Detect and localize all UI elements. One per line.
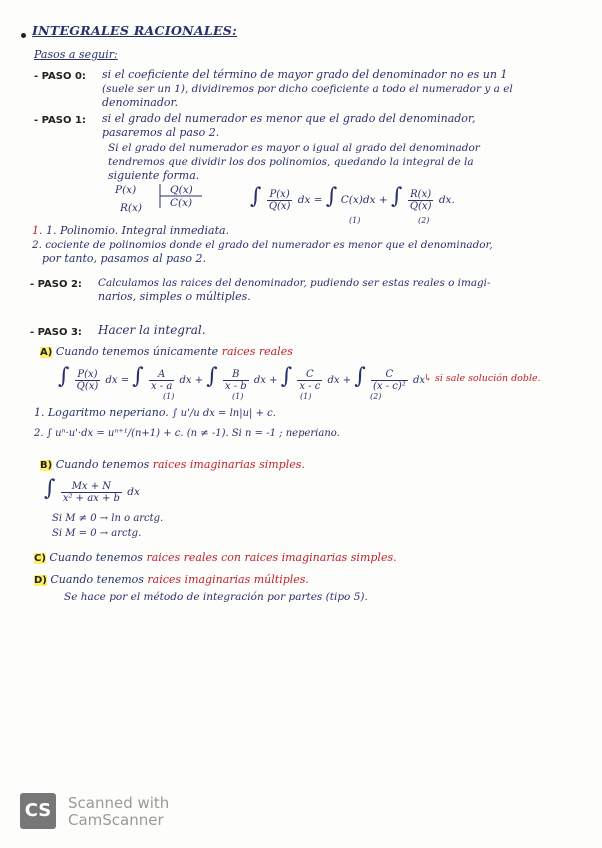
paso0-line3: denominador.: [102, 96, 179, 109]
paso2-line2: narios, simples o múltiples.: [98, 290, 251, 303]
case-c-text: Cuando tenemos: [49, 551, 143, 564]
case-b-label: B): [40, 460, 53, 471]
case-b-s1: Si M ≠ 0 → ln o arctg.: [52, 513, 164, 524]
case-b-red: raices imaginarias simples.: [152, 458, 305, 471]
division-bracket: [150, 182, 210, 212]
paso1-note1: 1. 1. Polinomio. Integral inmediata.: [32, 224, 230, 237]
case-c-label: C): [34, 553, 46, 564]
paso0-label: - PASO 0:: [34, 71, 86, 82]
case-a-text: Cuando tenemos únicamente: [55, 345, 219, 358]
division-qx: Q(x): [170, 184, 193, 196]
case-a-red: raices reales: [221, 345, 293, 358]
case-d: [34, 573, 309, 588]
case-a: [40, 345, 293, 360]
title-bullet: [21, 33, 26, 38]
case-c-red: raices reales con raices imaginarias simples.: [146, 551, 397, 564]
integral-sign: ∫: [250, 184, 262, 209]
paso1-line3: Si el grado del numerador es mayor o igual al grado del denominador: [108, 142, 480, 154]
integral-sign: ∫: [325, 184, 338, 209]
case-b-equation: ∫ $\frac{Mx + N}{\text{x² + ax + b}}$ dx: [44, 476, 140, 504]
paso1-note2a: 2. cociente de polinomios donde el grado del numerador es menor que el denominador,: [32, 239, 493, 251]
case-a-m3: (1): [300, 392, 312, 401]
case-b-text: Cuando tenemos: [55, 458, 150, 471]
case-d-label: D): [34, 575, 47, 586]
case-a-m2: (1): [232, 392, 244, 401]
case-a-n2: 2. ∫ uⁿ·u'·dx = uⁿ⁺¹/(n+1) + c. (n ≠ -1). Si n = -1 ; neperiano.: [34, 428, 340, 439]
case-a-m1: (1): [163, 392, 175, 401]
paso1-equation: [250, 186, 455, 212]
watermark-line1: Scanned with: [68, 794, 170, 812]
division-px: P(x): [115, 184, 137, 196]
case-d-red: raices imaginarias múltiples.: [147, 573, 309, 586]
marker-1: (1): [349, 216, 361, 225]
fraction-pq: $\frac{P(x)}{Q(x)}$: [268, 188, 291, 212]
case-a-m4: (2): [370, 392, 382, 401]
case-b-s2: Si M = 0 → arctg.: [52, 528, 142, 539]
page-title: INTEGRALES RACIONALES:: [32, 23, 238, 38]
eq-dx1: dx =: [297, 194, 323, 206]
paso1-note2b: por tanto, pasamos al paso 2.: [42, 252, 206, 265]
division-rx: R(x): [120, 202, 143, 214]
paso1-line2: pasaremos al paso 2.: [102, 126, 220, 139]
paso3-label: - PASO 3:: [30, 327, 82, 338]
marker-2: (2): [418, 216, 430, 225]
case-c: [34, 551, 397, 566]
paso1-line1: si el grado del numerador es menor que el grado del denominador,: [102, 112, 476, 125]
paso2-line1: Calculamos las raices del denominador, pudiendo ser estas reales o imagi-: [98, 277, 491, 289]
eq-mid: C(x)dx +: [340, 194, 388, 206]
pasos-heading: Pasos a seguir:: [34, 48, 118, 61]
case-a-equation: ∫ $\frac{P(x)}{Q(x)}$ dx = ∫ $\frac{A}{x - a}$ dx + ∫ $\frac{B}{x - b}$ dx + ∫ $\frac{C}{x - c}$ dx + ∫ $\frac{C}{\text{(x - c)²}}$ dx: [58, 364, 425, 392]
case-d-text: Cuando tenemos: [50, 573, 144, 586]
paso1-line5: siguiente forma.: [108, 169, 200, 182]
paso1-line4: tendremos que dividir los dos polinomios, quedando la integral de la: [108, 156, 474, 168]
paso0-line2: (suele ser un 1), dividiremos por dicho coeficiente a todo el numerador y a el: [102, 83, 513, 95]
division-cx: C(x): [170, 197, 193, 209]
case-a-label: A): [40, 347, 53, 358]
case-d-line2: Se hace por el método de integración por partes (tipo 5).: [64, 591, 368, 603]
fraction-rq: $\frac{R(x)}{Q(x)}$: [409, 188, 432, 212]
paso2-label: - PASO 2:: [30, 279, 82, 290]
case-a-n1: 1. Logaritmo neperiano. ∫ u'/u dx = ln|u| + c.: [34, 406, 276, 419]
watermark-line2: CamScanner: [68, 811, 164, 829]
eq-dx2: dx.: [438, 194, 455, 206]
case-a-note: ↳ si sale solución doble.: [424, 373, 541, 384]
paso1-label: - PASO 1:: [34, 115, 86, 126]
paso3-line1: Hacer la integral.: [98, 323, 206, 337]
paso0-line1: si el coeficiente del término de mayor grado del denominador no es un 1: [102, 68, 508, 81]
camscanner-logo: CS: [20, 793, 56, 829]
case-b: [40, 458, 305, 473]
integral-sign: ∫: [391, 184, 403, 209]
